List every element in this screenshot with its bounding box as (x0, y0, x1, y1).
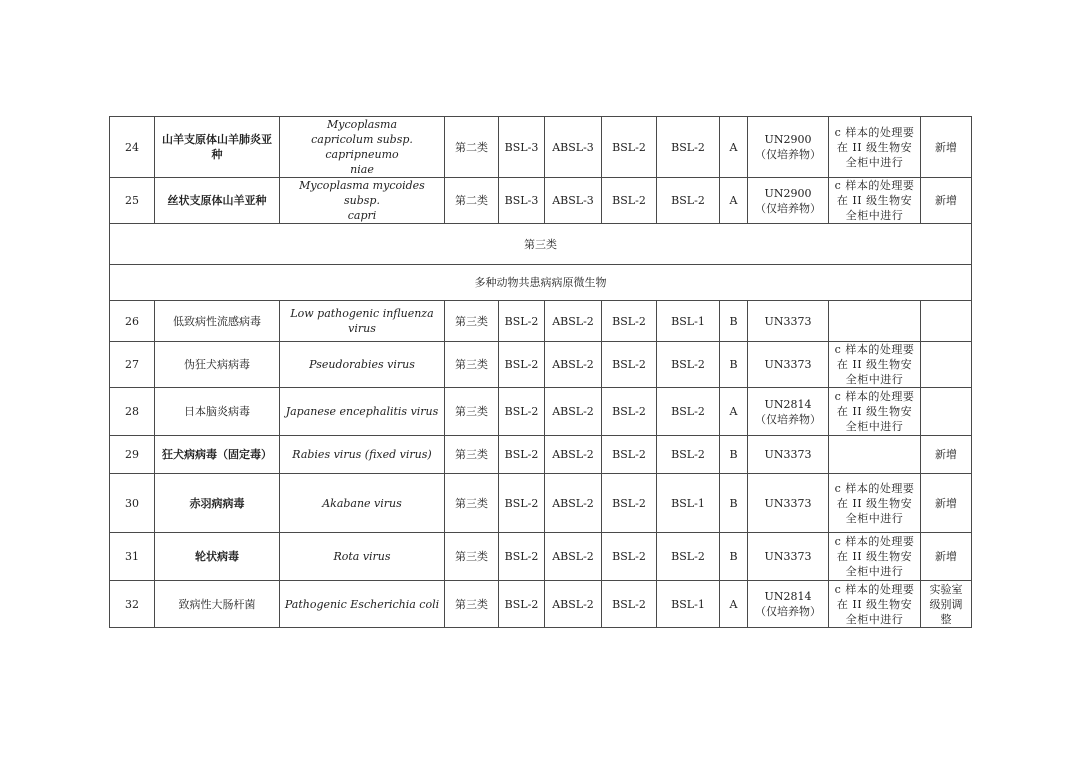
hazard-category: 第三类 (445, 581, 499, 628)
remark (921, 533, 972, 581)
handling-note-line: 在 II 级生物安 (836, 597, 913, 611)
transport-grade: B (720, 533, 748, 581)
lab-level-animal: ABSL-3 (545, 117, 602, 178)
latin-name-line: Mycoplasma mycoides subsp. (299, 179, 425, 207)
hazard-category: 第三类 (445, 342, 499, 388)
remark-line: 级别调 (929, 597, 963, 611)
hazard-category: 第二类 (445, 178, 499, 224)
lab-level-b: BSL-2 (602, 178, 657, 224)
latin-name-line: Japanese encephalitis virus (285, 405, 439, 418)
lab-level-c: BSL-2 (657, 117, 720, 178)
latin-name-line: capri (347, 209, 377, 222)
remark-line: 新增 (935, 448, 957, 461)
table-body-group-2 (110, 117, 972, 224)
latin-name (280, 178, 445, 224)
lab-level-c: BSL-1 (657, 581, 720, 628)
latin-name (280, 581, 445, 628)
handling-note-line: 在 II 级生物安 (836, 496, 913, 510)
un-number-line: UN3373 (764, 358, 812, 371)
table-row (110, 117, 972, 178)
lab-level-a: BSL-2 (499, 301, 545, 342)
section-title-row (110, 224, 972, 265)
lab-level-c: BSL-2 (657, 342, 720, 388)
latin-name-line: Rabies virus (fixed virus) (292, 448, 432, 461)
table-row (110, 474, 972, 533)
section-subtitle: 多种动物共患病病原微生物 (110, 265, 972, 301)
remark-line: 新增 (935, 496, 957, 510)
table-row (110, 533, 972, 581)
latin-name-line: Akabane virus (322, 496, 402, 510)
transport-grade: A (720, 581, 748, 628)
lab-level-animal: ABSL-2 (545, 581, 602, 628)
remark-line: 实验室 (929, 582, 963, 596)
lab-level-animal: ABSL-2 (545, 436, 602, 474)
section-title: 第三类 (110, 224, 972, 265)
lab-level-b: BSL-2 (602, 581, 657, 628)
lab-level-b: BSL-2 (602, 474, 657, 533)
remark (921, 342, 972, 388)
un-number (748, 436, 829, 474)
lab-level-b: BSL-2 (602, 388, 657, 436)
chinese-name: 致病性大肠杆菌 (155, 581, 280, 628)
section-subtitle-row (110, 265, 972, 301)
transport-grade: B (720, 436, 748, 474)
latin-name-line: Pseudorabies virus (309, 358, 415, 371)
handling-note-line: 在 II 级生物安 (836, 405, 913, 418)
transport-grade: A (720, 388, 748, 436)
section-header (110, 224, 972, 301)
lab-level-c: BSL-2 (657, 436, 720, 474)
transport-grade: B (720, 301, 748, 342)
latin-name (280, 436, 445, 474)
remark-line: 新增 (935, 550, 957, 563)
table-row (110, 178, 972, 224)
lab-level-c: BSL-2 (657, 388, 720, 436)
un-number-line: UN2900 (764, 186, 812, 200)
handling-note-line: 全柜中进行 (845, 511, 904, 525)
remark (921, 436, 972, 474)
lab-level-a: BSL-3 (499, 178, 545, 224)
lab-level-b: BSL-2 (602, 436, 657, 474)
remark-line: 新增 (935, 140, 957, 154)
chinese-name: 日本脑炎病毒 (155, 388, 280, 436)
handling-note-line: 在 II 级生物安 (836, 140, 913, 154)
handling-note (829, 581, 921, 628)
table-body-group-3 (110, 301, 972, 628)
remark (921, 388, 972, 436)
remark (921, 301, 972, 342)
lab-level-c: BSL-1 (657, 301, 720, 342)
table-row (110, 581, 972, 628)
lab-level-a: BSL-2 (499, 436, 545, 474)
table-row (110, 301, 972, 342)
un-number (748, 178, 829, 224)
chinese-name: 伪狂犬病病毒 (155, 342, 280, 388)
lab-level-a: BSL-2 (499, 474, 545, 533)
lab-level-a: BSL-2 (499, 581, 545, 628)
handling-note-line: 在 II 级生物安 (836, 194, 913, 207)
table-row (110, 388, 972, 436)
handling-note-line: c 样本的处理要 (834, 179, 915, 192)
table-row (110, 436, 972, 474)
lab-level-animal: ABSL-2 (545, 342, 602, 388)
un-number-line: UN3373 (764, 496, 812, 510)
chinese-name: 赤羽病病毒 (155, 474, 280, 533)
handling-note-line: c 样本的处理要 (834, 125, 915, 139)
handling-note (829, 178, 921, 224)
handling-note-line: 全柜中进行 (845, 565, 904, 578)
latin-name (280, 342, 445, 388)
latin-name (280, 533, 445, 581)
un-number (748, 533, 829, 581)
row-number: 27 (110, 342, 155, 388)
hazard-category: 第三类 (445, 388, 499, 436)
handling-note-line: 全柜中进行 (845, 373, 904, 386)
remark (921, 474, 972, 533)
chinese-name: 低致病性流感病毒 (155, 301, 280, 342)
un-number-line: UN2814 (764, 397, 812, 411)
row-number: 30 (110, 474, 155, 533)
transport-grade: A (720, 117, 748, 178)
un-number-line: UN3373 (764, 314, 812, 328)
un-number-line: （仅培养物） (755, 605, 821, 618)
latin-name-line: Low pathogenic influenza virus (290, 307, 434, 335)
lab-level-a: BSL-2 (499, 342, 545, 388)
handling-note (829, 342, 921, 388)
handling-note-line: c 样本的处理要 (834, 343, 915, 356)
handling-note (829, 436, 921, 474)
handling-note-line: c 样本的处理要 (834, 390, 915, 403)
row-number: 24 (110, 117, 155, 178)
remark (921, 117, 972, 178)
un-number-line: （仅培养物） (755, 412, 821, 426)
lab-level-a: BSL-2 (499, 533, 545, 581)
hazard-category: 第三类 (445, 301, 499, 342)
row-number: 25 (110, 178, 155, 224)
remark (921, 581, 972, 628)
lab-level-animal: ABSL-2 (545, 301, 602, 342)
handling-note-line: 全柜中进行 (845, 209, 904, 222)
hazard-category: 第三类 (445, 436, 499, 474)
handling-note-line: c 样本的处理要 (834, 481, 915, 495)
lab-level-b: BSL-2 (602, 301, 657, 342)
row-number: 26 (110, 301, 155, 342)
latin-name (280, 474, 445, 533)
handling-note (829, 533, 921, 581)
table-row (110, 342, 972, 388)
row-number: 28 (110, 388, 155, 436)
un-number-line: （仅培养物） (755, 148, 821, 161)
handling-note-line: 在 II 级生物安 (836, 550, 913, 563)
chinese-name: 丝状支原体山羊亚种 (155, 178, 280, 224)
un-number (748, 474, 829, 533)
un-number-line: （仅培养物） (755, 201, 821, 215)
chinese-name: 狂犬病病毒（固定毒） (155, 436, 280, 474)
pathogen-table (109, 116, 972, 628)
chinese-name: 轮状病毒 (155, 533, 280, 581)
latin-name (280, 301, 445, 342)
lab-level-c: BSL-2 (657, 533, 720, 581)
latin-name (280, 388, 445, 436)
row-number: 32 (110, 581, 155, 628)
lab-level-c: BSL-2 (657, 178, 720, 224)
un-number-line: UN2814 (764, 590, 812, 603)
lab-level-a: BSL-2 (499, 388, 545, 436)
handling-note-line: 全柜中进行 (845, 612, 904, 626)
handling-note (829, 301, 921, 342)
handling-note-line: 全柜中进行 (845, 420, 904, 433)
un-number-line: UN3373 (764, 550, 812, 563)
transport-grade: A (720, 178, 748, 224)
lab-level-c: BSL-1 (657, 474, 720, 533)
handling-note (829, 117, 921, 178)
chinese-name: 山羊支原体山羊肺炎亚种 (155, 117, 280, 178)
un-number (748, 342, 829, 388)
handling-note (829, 474, 921, 533)
un-number-line: UN3373 (764, 448, 812, 461)
un-number (748, 117, 829, 178)
hazard-category: 第二类 (445, 117, 499, 178)
transport-grade: B (720, 342, 748, 388)
un-number (748, 388, 829, 436)
latin-name-line: capricolum subsp. capripneumo (311, 133, 413, 161)
latin-name-line: Pathogenic Escherichia coli (284, 597, 440, 611)
lab-level-b: BSL-2 (602, 342, 657, 388)
remark-line: 新增 (935, 194, 957, 207)
hazard-category: 第三类 (445, 533, 499, 581)
lab-level-animal: ABSL-2 (545, 474, 602, 533)
lab-level-animal: ABSL-3 (545, 178, 602, 224)
handling-note-line: c 样本的处理要 (834, 535, 915, 548)
latin-name (280, 117, 445, 178)
transport-grade: B (720, 474, 748, 533)
latin-name-line: Mycoplasma (326, 118, 397, 131)
lab-level-b: BSL-2 (602, 533, 657, 581)
handling-note-line: c 样本的处理要 (834, 582, 915, 596)
lab-level-b: BSL-2 (602, 117, 657, 178)
latin-name-line: niae (350, 163, 374, 176)
remark (921, 178, 972, 224)
remark-line: 整 (940, 612, 952, 626)
latin-name-line: Rota virus (333, 550, 391, 563)
handling-note (829, 388, 921, 436)
hazard-category: 第三类 (445, 474, 499, 533)
row-number: 31 (110, 533, 155, 581)
un-number (748, 301, 829, 342)
handling-note-line: 全柜中进行 (845, 155, 904, 169)
row-number: 29 (110, 436, 155, 474)
handling-note-line: 在 II 级生物安 (836, 358, 913, 371)
un-number-line: UN2900 (764, 133, 812, 146)
lab-level-animal: ABSL-2 (545, 533, 602, 581)
lab-level-animal: ABSL-2 (545, 388, 602, 436)
lab-level-a: BSL-3 (499, 117, 545, 178)
un-number (748, 581, 829, 628)
